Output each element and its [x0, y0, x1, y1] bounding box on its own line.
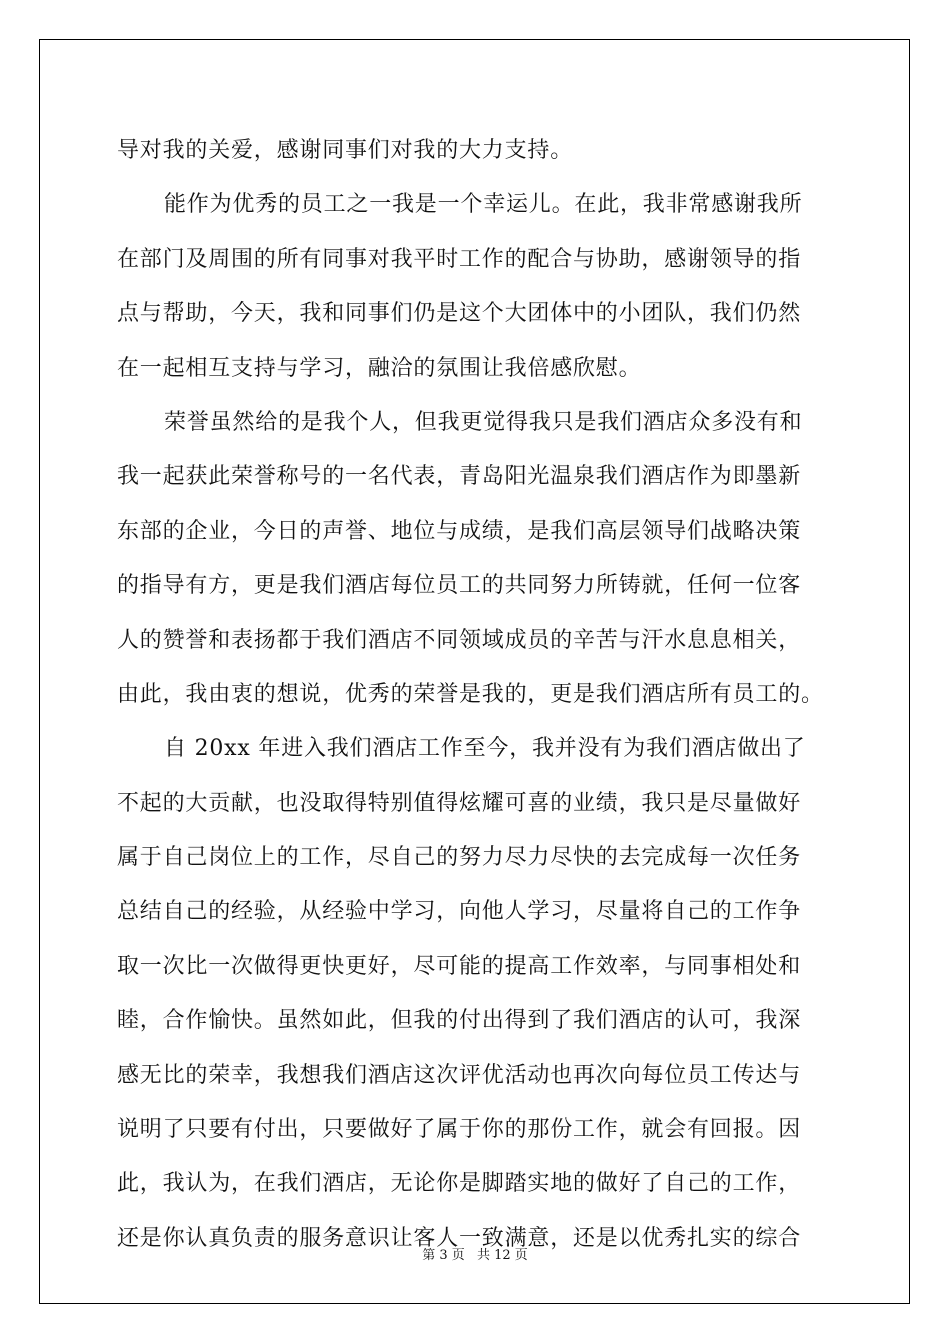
text-line: 取一次比一次做得更快更好，尽可能的提高工作效率，与同事相处和 [117, 953, 802, 979]
text-line: 导对我的关爱，感谢同事们对我的大力支持。 [117, 138, 574, 163]
text-line: 睦，合作愉快。虽然如此，但我的付出得到了我们酒店的认可，我深 [117, 1008, 802, 1034]
text-line: 在一起相互支持与学习，融洽的氛围让我倍感欣慰。 [117, 355, 642, 381]
text-line: 此，我认为，在我们酒店，无论你是脚踏实地的做好了自己的工作， [117, 1171, 802, 1197]
text-line: 由此，我由衷的想说，优秀的荣誉是我的，更是我们酒店所有员工的。 [117, 681, 824, 707]
text-line: 人的赞誉和表扬都于我们酒店不同领域成员的辛苦与汗水息息相关， [117, 627, 802, 653]
text-line: 东部的企业，今日的声誉、地位与成绩，是我们高层领导们战略决策 [117, 518, 802, 544]
current-page-number: 第 3 页 [422, 1248, 465, 1263]
text-line: 还是你认真负责的服务意识让客人一致满意，还是以优秀扎实的综合 [117, 1225, 802, 1251]
text-line: 感无比的荣幸，我想我们酒店这次评优活动也再次向每位员工传达与 [117, 1062, 802, 1088]
text-line: 总结自己的经验，从经验中学习，向他人学习，尽量将自己的工作争 [117, 899, 802, 925]
total-page-count: 共 12 页 [476, 1248, 528, 1263]
page-footer [0, 1244, 950, 1263]
text-line: 属于自己岗位上的工作，尽自己的努力尽力尽快的去完成每一次任务 [117, 845, 802, 871]
text-line: 不起的大贡献，也没取得特别值得炫耀可喜的业绩，我只是尽量做好 [117, 790, 802, 816]
document-body [117, 124, 837, 1266]
text-line: 说明了只要有付出，只要做好了属于你的那份工作，就会有回报。因 [117, 1117, 802, 1143]
text-line: 荣誉虽然给的是我个人，但我更觉得我只是我们酒店众多没有和 [164, 409, 803, 435]
text-line: 能作为优秀的员工之一我是一个幸运儿。在此，我非常感谢我所 [164, 192, 803, 218]
text-line: 自 20xx 年进入我们酒店工作至今，我并没有为我们酒店做出了 [164, 736, 806, 762]
text-line: 在部门及周围的所有同事对我平时工作的配合与协助，感谢领导的指 [117, 246, 802, 272]
text-line: 我一起获此荣誉称号的一名代表，青岛阳光温泉我们酒店作为即墨新 [117, 464, 802, 490]
text-line: 点与帮助，今天，我和同事们仍是这个大团体中的小团队，我们仍然 [117, 301, 802, 327]
text-line: 的指导有方，更是我们酒店每位员工的共同努力所铸就，任何一位客 [117, 573, 802, 599]
